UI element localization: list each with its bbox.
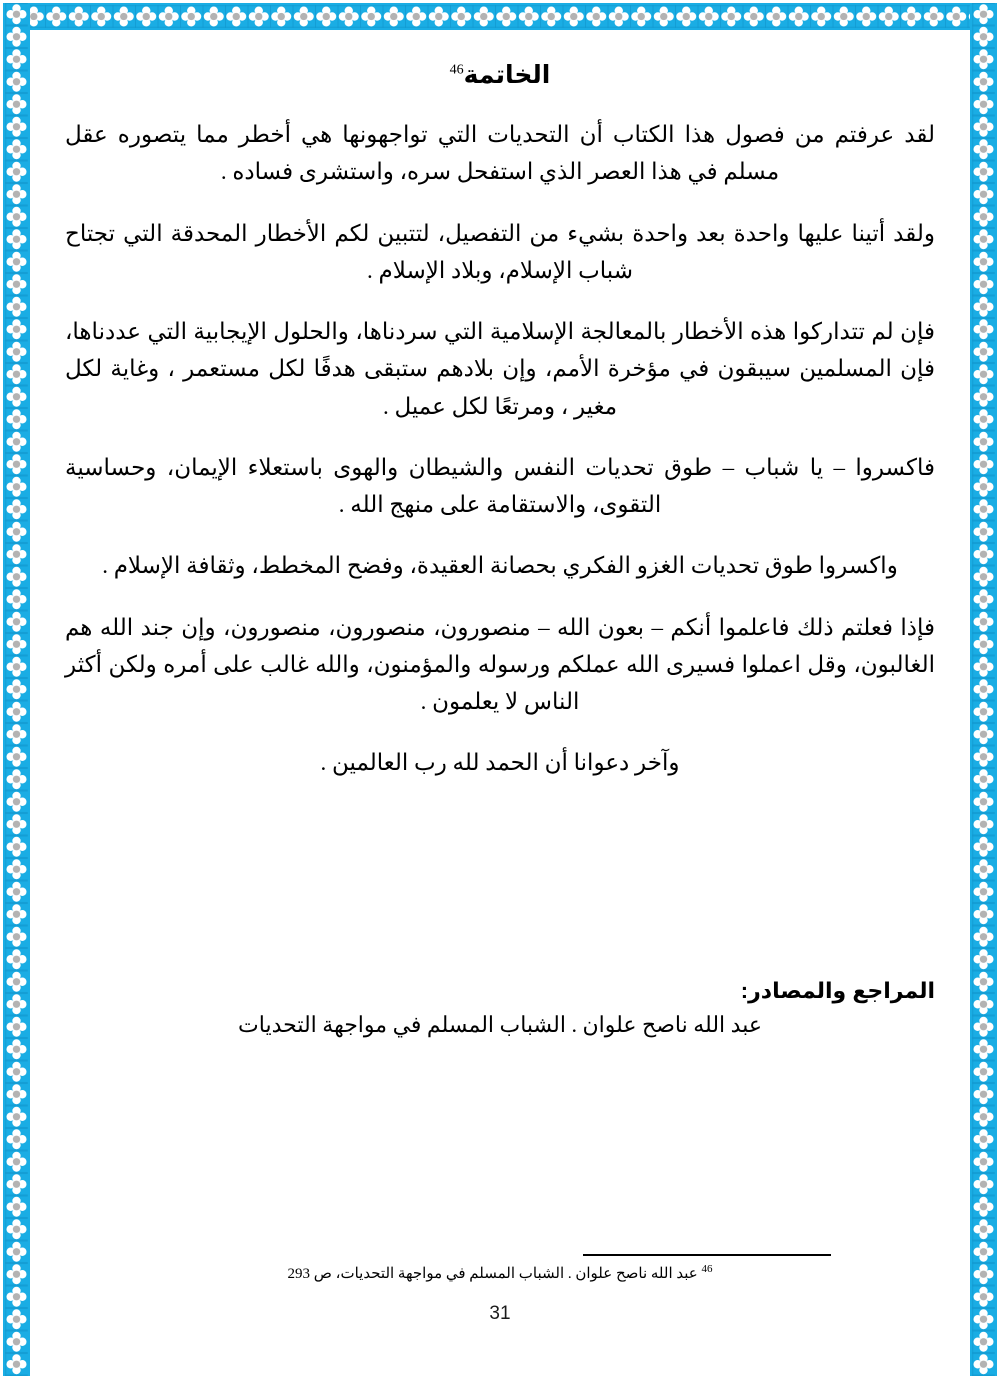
document-content	[65, 60, 935, 806]
body-paragraph-2: ولقد أتينا عليها واحدة بعد واحدة بشيء من التفصيل، لتتبين لكم الأخطار المحدقة التي تجتاح شباب الإسلام، وبلاد الإسلام .	[65, 220, 935, 283]
floral-border-left	[3, 3, 30, 1376]
page-number: 31	[489, 1303, 511, 1324]
footnote-separator-rule	[583, 1254, 831, 1256]
border-outer-margin-top	[0, 0, 1000, 3]
body-paragraph-3: فإن لم تتداركوا هذه الأخطار بالمعالجة الإسلامية التي سردناها، والحلول الإيجابية التي عددناها، فإن المسلمين سيبقون في مؤخرة الأمم، وإن بلادهم ستبقى هدفًا لكل مستعمر ، وغاية لكل مغير ، ومرتعًا لكل عميل .	[65, 319, 935, 419]
footnote-number: 46	[701, 1263, 713, 1275]
body-paragraph-7-closing: وآخر دعوانا أن الحمد لله رب العالمين .	[320, 750, 680, 776]
footnote-46	[65, 1262, 935, 1285]
border-outer-margin-left	[0, 0, 3, 1376]
body-paragraph-6: فإذا فعلتم ذلك فاعلموا أنكم – بعون الله – منصورون، منصورون، منصورون، وإن جند الله هم الغالبون، وقل اعملوا فسيرى الله عملكم ورسوله والمؤمنون، والله غالب على أمره ولكن أكثر الناس لا يعلمون .	[65, 614, 935, 714]
body-paragraph-5: واكسروا طوق تحديات الغزو الفكري بحصانة العقيدة، وفضح المخطط، وثقافة الإسلام .	[102, 553, 898, 579]
references-section	[65, 978, 935, 1041]
references-heading: المراجع والمصادر:	[740, 978, 935, 1003]
floral-border-right	[970, 3, 997, 1376]
page-title-text: الخاتمة	[463, 61, 551, 89]
references-entry-1: عبد الله ناصح علوان . الشباب المسلم في مواجهة التحديات	[238, 1012, 762, 1037]
body-paragraph-1: لقد عرفتم من فصول هذا الكتاب أن التحديات التي تواجهونها هي أخطر مما يتصوره عقل مسلم في هذا العصر الذي استفحل سره، واستشرى فساده .	[65, 122, 935, 185]
footnote-text: عبد الله ناصح علوان . الشباب المسلم في مواجهة التحديات، ص 293	[287, 1266, 698, 1282]
page-title	[65, 60, 935, 90]
body-paragraph-4: فاكسروا – يا شباب – طوق تحديات النفس والشيطان والهوى باستعلاء الإيمان، وحساسية التقوى، والاستقامة على منهج الله .	[65, 454, 935, 517]
footnote-reference-marker: 46	[449, 62, 464, 78]
floral-border-top	[0, 3, 1000, 30]
